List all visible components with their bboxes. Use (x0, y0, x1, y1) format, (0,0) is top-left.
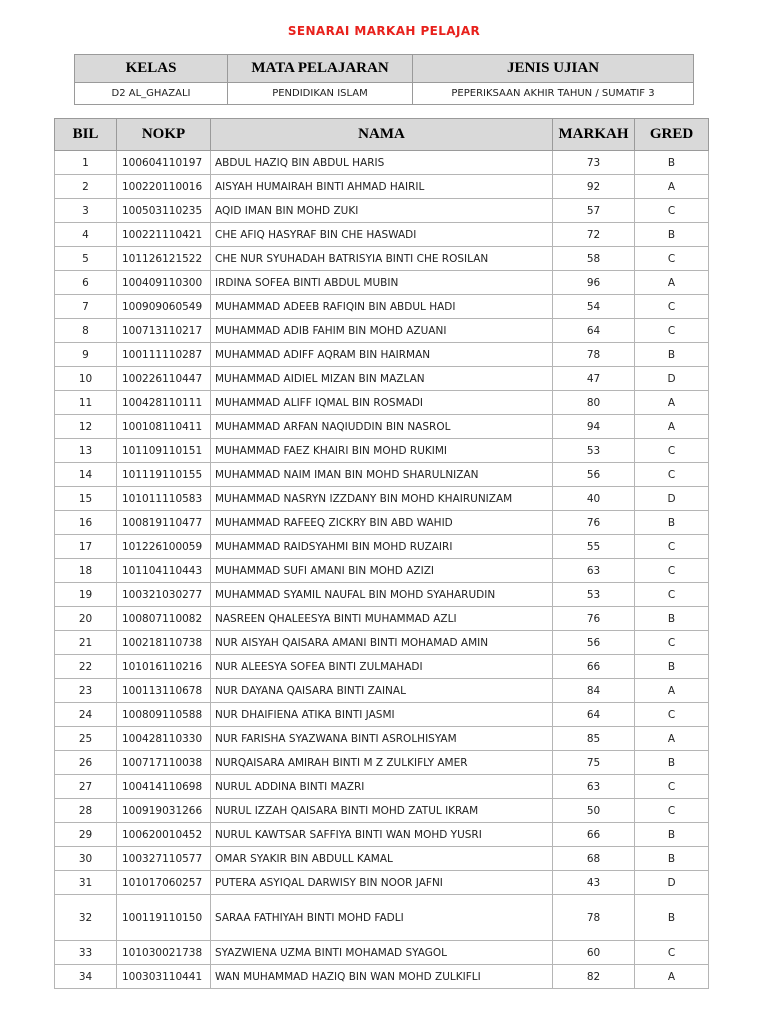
row-markah: 43 (553, 871, 635, 895)
row-bil: 7 (55, 295, 117, 319)
row-nokp: 100503110235 (117, 199, 211, 223)
table-row (55, 487, 709, 511)
row-nokp: 100113110678 (117, 679, 211, 703)
row-nama: MUHAMMAD FAEZ KHAIRI BIN MOHD RUKIMI (211, 439, 553, 463)
row-gred: A (635, 175, 709, 199)
row-markah: 58 (553, 247, 635, 271)
row-nokp: 100111110287 (117, 343, 211, 367)
row-nokp: 100428110111 (117, 391, 211, 415)
row-gred: B (635, 343, 709, 367)
row-nama: NUR DHAIFIENA ATIKA BINTI JASMI (211, 703, 553, 727)
table-row (55, 295, 709, 319)
row-markah: 85 (553, 727, 635, 751)
row-gred: C (635, 295, 709, 319)
row-bil: 13 (55, 439, 117, 463)
table-row (55, 175, 709, 199)
column-header-bil: BIL (55, 119, 117, 151)
row-bil: 33 (55, 941, 117, 965)
row-nama: MUHAMMAD ADIFF AQRAM BIN HAIRMAN (211, 343, 553, 367)
row-nokp: 100218110738 (117, 631, 211, 655)
row-nama: MUHAMMAD NASRYN IZZDANY BIN MOHD KHAIRUNIZAM (211, 487, 553, 511)
table-row (55, 391, 709, 415)
row-gred: C (635, 535, 709, 559)
table-row (55, 367, 709, 391)
row-bil: 6 (55, 271, 117, 295)
row-bil: 24 (55, 703, 117, 727)
table-row (55, 727, 709, 751)
table-row (55, 631, 709, 655)
row-nokp: 101126121522 (117, 247, 211, 271)
row-bil: 2 (55, 175, 117, 199)
row-nokp: 100919031266 (117, 799, 211, 823)
row-nama: CHE AFIQ HASYRAF BIN CHE HASWADI (211, 223, 553, 247)
row-gred: B (635, 823, 709, 847)
info-header-mata-pelajaran: MATA PELAJARAN (228, 55, 413, 83)
row-nokp: 100807110082 (117, 607, 211, 631)
row-bil: 18 (55, 559, 117, 583)
row-gred: A (635, 679, 709, 703)
row-markah: 75 (553, 751, 635, 775)
row-nokp: 100414110698 (117, 775, 211, 799)
row-nokp: 100220110016 (117, 175, 211, 199)
info-header-kelas: KELAS (75, 55, 228, 83)
row-gred: B (635, 607, 709, 631)
row-nokp: 101016110216 (117, 655, 211, 679)
row-nama: MUHAMMAD ALIFF IQMAL BIN ROSMADI (211, 391, 553, 415)
table-row (55, 799, 709, 823)
row-gred: D (635, 871, 709, 895)
table-row (55, 319, 709, 343)
row-nokp: 100327110577 (117, 847, 211, 871)
table-row (55, 607, 709, 631)
row-nama: NUR ALEESYA SOFEA BINTI ZULMAHADI (211, 655, 553, 679)
table-row (55, 583, 709, 607)
row-gred: C (635, 199, 709, 223)
row-bil: 5 (55, 247, 117, 271)
row-nama: OMAR SYAKIR BIN ABDULL KAMAL (211, 847, 553, 871)
row-markah: 76 (553, 607, 635, 631)
table-row (55, 511, 709, 535)
row-gred: C (635, 559, 709, 583)
table-row (55, 199, 709, 223)
row-nama: CHE NUR SYUHADAH BATRISYIA BINTI CHE ROSILAN (211, 247, 553, 271)
row-bil: 14 (55, 463, 117, 487)
row-nokp: 100108110411 (117, 415, 211, 439)
row-nama: ABDUL HAZIQ BIN ABDUL HARIS (211, 151, 553, 175)
row-markah: 60 (553, 941, 635, 965)
row-nama: MUHAMMAD NAIM IMAN BIN MOHD SHARULNIZAN (211, 463, 553, 487)
row-nokp: 100620010452 (117, 823, 211, 847)
row-gred: C (635, 247, 709, 271)
table-row (55, 559, 709, 583)
row-nokp: 101104110443 (117, 559, 211, 583)
row-bil: 32 (55, 895, 117, 941)
row-nokp: 100717110038 (117, 751, 211, 775)
row-nama: MUHAMMAD ADIB FAHIM BIN MOHD AZUANI (211, 319, 553, 343)
row-nokp: 100221110421 (117, 223, 211, 247)
row-bil: 20 (55, 607, 117, 631)
row-bil: 22 (55, 655, 117, 679)
row-bil: 9 (55, 343, 117, 367)
row-markah: 56 (553, 463, 635, 487)
row-markah: 53 (553, 583, 635, 607)
table-row (55, 535, 709, 559)
row-gred: A (635, 727, 709, 751)
row-markah: 73 (553, 151, 635, 175)
row-nama: AQID IMAN BIN MOHD ZUKI (211, 199, 553, 223)
row-nama: IRDINA SOFEA BINTI ABDUL MUBIN (211, 271, 553, 295)
row-gred: C (635, 583, 709, 607)
table-row (55, 703, 709, 727)
row-nama: MUHAMMAD RAIDSYAHMI BIN MOHD RUZAIRI (211, 535, 553, 559)
table-row (55, 941, 709, 965)
row-gred: C (635, 775, 709, 799)
row-bil: 1 (55, 151, 117, 175)
table-row (55, 151, 709, 175)
row-gred: A (635, 415, 709, 439)
column-header-nokp: NOKP (117, 119, 211, 151)
row-bil: 26 (55, 751, 117, 775)
row-nama: MUHAMMAD SUFI AMANI BIN MOHD AZIZI (211, 559, 553, 583)
table-row (55, 775, 709, 799)
row-nama: MUHAMMAD ARFAN NAQIUDDIN BIN NASROL (211, 415, 553, 439)
info-value-jenis-ujian: PEPERIKSAAN AKHIR TAHUN / SUMATIF 3 (413, 83, 694, 105)
row-markah: 53 (553, 439, 635, 463)
row-markah: 94 (553, 415, 635, 439)
row-markah: 84 (553, 679, 635, 703)
row-markah: 78 (553, 343, 635, 367)
row-nokp: 100604110197 (117, 151, 211, 175)
table-row (55, 847, 709, 871)
row-nokp: 101030021738 (117, 941, 211, 965)
row-nokp: 100713110217 (117, 319, 211, 343)
row-markah: 64 (553, 319, 635, 343)
row-gred: B (635, 151, 709, 175)
table-row (55, 965, 709, 989)
row-nama: NUR FARISHA SYAZWANA BINTI ASROLHISYAM (211, 727, 553, 751)
row-nama: NURUL IZZAH QAISARA BINTI MOHD ZATUL IKRAM (211, 799, 553, 823)
row-gred: C (635, 799, 709, 823)
info-value-kelas: D2 AL_GHAZALI (75, 83, 228, 105)
row-nokp: 100226110447 (117, 367, 211, 391)
row-markah: 80 (553, 391, 635, 415)
row-nama: WAN MUHAMMAD HAZIQ BIN WAN MOHD ZULKIFLI (211, 965, 553, 989)
row-bil: 31 (55, 871, 117, 895)
row-nokp: 101011110583 (117, 487, 211, 511)
table-row (55, 343, 709, 367)
row-markah: 76 (553, 511, 635, 535)
row-bil: 16 (55, 511, 117, 535)
row-markah: 78 (553, 895, 635, 941)
column-header-nama: NAMA (211, 119, 553, 151)
row-gred: B (635, 751, 709, 775)
info-header-jenis-ujian: JENIS UJIAN (413, 55, 694, 83)
row-nama: NURQAISARA AMIRAH BINTI M Z ZULKIFLY AMER (211, 751, 553, 775)
page-title: SENARAI MARKAH PELAJAR (287, 24, 481, 38)
class-info-table (74, 54, 694, 105)
row-gred: B (635, 223, 709, 247)
marks-body (55, 151, 709, 989)
row-nama: MUHAMMAD AIDIEL MIZAN BIN MAZLAN (211, 367, 553, 391)
row-nama: PUTERA ASYIQAL DARWISY BIN NOOR JAFNI (211, 871, 553, 895)
row-nama: MUHAMMAD ADEEB RAFIQIN BIN ABDUL HADI (211, 295, 553, 319)
row-gred: B (635, 511, 709, 535)
row-nokp: 100409110300 (117, 271, 211, 295)
row-gred: D (635, 487, 709, 511)
table-row (55, 655, 709, 679)
row-bil: 25 (55, 727, 117, 751)
row-bil: 21 (55, 631, 117, 655)
row-bil: 12 (55, 415, 117, 439)
row-markah: 82 (553, 965, 635, 989)
row-nokp: 101119110155 (117, 463, 211, 487)
marks-header-row (55, 119, 709, 151)
row-markah: 68 (553, 847, 635, 871)
row-bil: 19 (55, 583, 117, 607)
row-nama: NURUL ADDINA BINTI MAZRI (211, 775, 553, 799)
row-gred: C (635, 941, 709, 965)
row-gred: C (635, 703, 709, 727)
row-nokp: 101226100059 (117, 535, 211, 559)
table-row (55, 871, 709, 895)
row-gred: B (635, 847, 709, 871)
row-nama: SARAA FATHIYAH BINTI MOHD FADLI (211, 895, 553, 941)
row-nama: NASREEN QHALEESYA BINTI MUHAMMAD AZLI (211, 607, 553, 631)
row-nokp: 101109110151 (117, 439, 211, 463)
table-row (55, 271, 709, 295)
row-markah: 63 (553, 559, 635, 583)
table-row (55, 679, 709, 703)
row-markah: 50 (553, 799, 635, 823)
row-gred: B (635, 655, 709, 679)
class-info-header-row (75, 55, 694, 83)
row-nama: NUR AISYAH QAISARA AMANI BINTI MOHAMAD AMIN (211, 631, 553, 655)
row-nokp: 101017060257 (117, 871, 211, 895)
row-bil: 10 (55, 367, 117, 391)
row-bil: 4 (55, 223, 117, 247)
row-gred: C (635, 463, 709, 487)
row-nokp: 100809110588 (117, 703, 211, 727)
info-value-mata-pelajaran: PENDIDIKAN ISLAM (228, 83, 413, 105)
row-bil: 8 (55, 319, 117, 343)
row-nokp: 100428110330 (117, 727, 211, 751)
table-row (55, 439, 709, 463)
row-markah: 66 (553, 823, 635, 847)
row-bil: 3 (55, 199, 117, 223)
row-markah: 72 (553, 223, 635, 247)
row-gred: C (635, 439, 709, 463)
row-markah: 56 (553, 631, 635, 655)
row-gred: A (635, 391, 709, 415)
class-info-value-row (75, 83, 694, 105)
row-nama: MUHAMMAD SYAMIL NAUFAL BIN MOHD SYAHARUDIN (211, 583, 553, 607)
row-gred: A (635, 965, 709, 989)
row-gred: D (635, 367, 709, 391)
row-bil: 23 (55, 679, 117, 703)
column-header-gred: GRED (635, 119, 709, 151)
table-row (55, 223, 709, 247)
row-nama: SYAZWIENA UZMA BINTI MOHAMAD SYAGOL (211, 941, 553, 965)
row-bil: 15 (55, 487, 117, 511)
row-markah: 55 (553, 535, 635, 559)
row-markah: 57 (553, 199, 635, 223)
row-bil: 17 (55, 535, 117, 559)
row-markah: 96 (553, 271, 635, 295)
student-marks-table (54, 118, 709, 989)
row-markah: 40 (553, 487, 635, 511)
row-markah: 47 (553, 367, 635, 391)
row-bil: 11 (55, 391, 117, 415)
row-bil: 34 (55, 965, 117, 989)
row-markah: 64 (553, 703, 635, 727)
row-gred: A (635, 271, 709, 295)
row-nokp: 100303110441 (117, 965, 211, 989)
row-nokp: 100321030277 (117, 583, 211, 607)
row-nama: MUHAMMAD RAFEEQ ZICKRY BIN ABD WAHID (211, 511, 553, 535)
row-nokp: 100819110477 (117, 511, 211, 535)
row-markah: 63 (553, 775, 635, 799)
row-gred: C (635, 631, 709, 655)
row-bil: 29 (55, 823, 117, 847)
row-gred: C (635, 319, 709, 343)
row-bil: 30 (55, 847, 117, 871)
row-markah: 54 (553, 295, 635, 319)
row-markah: 66 (553, 655, 635, 679)
table-row (55, 751, 709, 775)
row-bil: 27 (55, 775, 117, 799)
row-nama: NUR DAYANA QAISARA BINTI ZAINAL (211, 679, 553, 703)
table-row (55, 415, 709, 439)
row-nama: AISYAH HUMAIRAH BINTI AHMAD HAIRIL (211, 175, 553, 199)
table-row (55, 823, 709, 847)
row-bil: 28 (55, 799, 117, 823)
table-row (55, 247, 709, 271)
table-row (55, 463, 709, 487)
row-nokp: 100119110150 (117, 895, 211, 941)
row-gred: B (635, 895, 709, 941)
row-nokp: 100909060549 (117, 295, 211, 319)
row-nama: NURUL KAWTSAR SAFFIYA BINTI WAN MOHD YUSRI (211, 823, 553, 847)
row-markah: 92 (553, 175, 635, 199)
table-row (55, 895, 709, 941)
column-header-markah: MARKAH (553, 119, 635, 151)
